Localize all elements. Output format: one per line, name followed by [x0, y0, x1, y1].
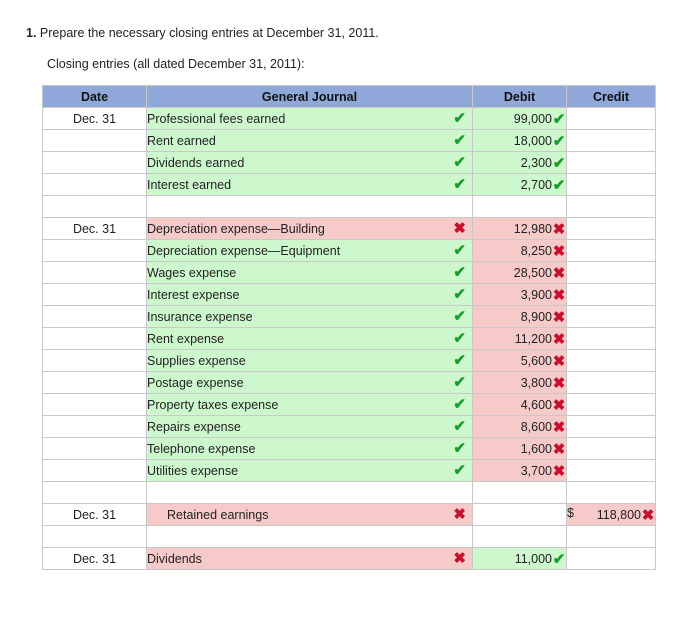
debit-value: 12,980: [513, 221, 552, 236]
date-cell: Dec. 31: [43, 108, 147, 130]
x-mark-icon: ✖: [552, 286, 566, 304]
debit-input[interactable]: [473, 438, 567, 460]
account-input[interactable]: [147, 394, 473, 416]
checkmark-icon: ✔: [453, 462, 466, 479]
journal-entry-row: [43, 416, 656, 438]
empty-cell: [473, 196, 567, 218]
x-mark-icon: ✖: [552, 264, 566, 282]
empty-cell: [43, 196, 147, 218]
date-cell: [43, 174, 147, 196]
checkmark-icon: ✔: [552, 176, 566, 194]
checkmark-icon: ✔: [453, 132, 466, 149]
date-cell: Dec. 31: [43, 218, 147, 240]
empty-cell: [567, 482, 656, 504]
account-input[interactable]: [147, 438, 473, 460]
date-cell: Dec. 31: [43, 548, 147, 570]
credit-input[interactable]: [567, 372, 656, 394]
account-name: Supplies expense: [147, 353, 246, 368]
debit-value: 18,000: [513, 133, 552, 148]
empty-cell: [473, 526, 567, 548]
debit-input[interactable]: [473, 548, 567, 570]
credit-input[interactable]: [567, 438, 656, 460]
x-mark-icon: ✖: [552, 330, 566, 348]
account-name: Utilities expense: [147, 463, 239, 478]
journal-entry-row: [43, 240, 656, 262]
header-credit: Credit: [567, 86, 656, 108]
debit-input[interactable]: [473, 306, 567, 328]
checkmark-icon: ✔: [453, 396, 466, 413]
x-mark-icon: ✖: [552, 418, 566, 436]
debit-input[interactable]: [473, 152, 567, 174]
journal-entry-row: [43, 152, 656, 174]
debit-value: 2,300: [520, 155, 552, 170]
journal-entry-row: [43, 350, 656, 372]
checkmark-icon: ✔: [453, 352, 466, 369]
account-input[interactable]: [147, 416, 473, 438]
checkmark-icon: ✔: [453, 110, 466, 127]
journal-entry-row: [43, 504, 656, 526]
account-name: Depreciation expense—Building: [147, 221, 325, 236]
account-name: Wages expense: [147, 265, 237, 280]
question-prompt: Prepare the necessary closing entries at December 31, 2011.: [39, 26, 379, 40]
debit-input[interactable]: [473, 262, 567, 284]
spacer-row: [43, 526, 656, 548]
empty-cell: [147, 482, 473, 504]
date-cell: [43, 350, 147, 372]
date-cell: [43, 240, 147, 262]
date-cell: [43, 262, 147, 284]
table-header-row: [43, 86, 656, 108]
date-cell: [43, 394, 147, 416]
debit-input[interactable]: [473, 504, 567, 526]
journal-entry-row: [43, 394, 656, 416]
spacer-row: [43, 196, 656, 218]
credit-input[interactable]: [567, 218, 656, 240]
credit-input[interactable]: [567, 152, 656, 174]
x-mark-icon: ✖: [552, 242, 566, 260]
credit-value: 118,800: [596, 507, 641, 522]
journal-entry-row: [43, 548, 656, 570]
x-mark-icon: ✖: [453, 506, 466, 523]
account-input[interactable]: [147, 504, 473, 526]
header-date: Date: [43, 86, 147, 108]
question-number: 1.: [26, 26, 37, 40]
x-mark-icon: ✖: [552, 374, 566, 392]
journal-entry-row: [43, 372, 656, 394]
journal-entry-row: [43, 438, 656, 460]
credit-input[interactable]: [567, 328, 656, 350]
debit-input[interactable]: [473, 284, 567, 306]
date-cell: [43, 416, 147, 438]
date-cell: [43, 130, 147, 152]
credit-input[interactable]: [567, 174, 656, 196]
date-cell: [43, 152, 147, 174]
x-mark-icon: ✖: [552, 352, 566, 370]
checkmark-icon: ✔: [552, 550, 566, 568]
empty-cell: [147, 526, 473, 548]
account-input[interactable]: [147, 284, 473, 306]
header-general-journal: General Journal: [147, 86, 473, 108]
debit-value: 11,200: [514, 331, 552, 346]
debit-value: 99,000: [513, 111, 552, 126]
debit-value: 3,700: [520, 463, 552, 478]
checkmark-icon: ✔: [453, 242, 466, 259]
debit-input[interactable]: [473, 372, 567, 394]
account-name: Interest earned: [147, 177, 232, 192]
journal-entry-row: [43, 218, 656, 240]
journal-entry-row: [43, 130, 656, 152]
journal-subtitle: Closing entries (all dated December 31, 2011):: [47, 57, 305, 71]
account-name: Insurance expense: [147, 309, 253, 324]
currency-symbol: $: [567, 505, 574, 520]
journal-entry-row: [43, 460, 656, 482]
account-input[interactable]: [147, 372, 473, 394]
account-input[interactable]: [147, 130, 473, 152]
journal-entry-row: [43, 328, 656, 350]
empty-cell: [567, 526, 656, 548]
checkmark-icon: ✔: [453, 286, 466, 303]
debit-value: 2,700: [520, 177, 552, 192]
debit-input[interactable]: [473, 130, 567, 152]
account-input[interactable]: [147, 548, 473, 570]
date-cell: [43, 306, 147, 328]
account-name: Rent expense: [147, 331, 225, 346]
account-name: Dividends: [147, 551, 202, 566]
checkmark-icon: ✔: [552, 110, 566, 128]
question-text: [26, 26, 379, 40]
journal-entry-row: [43, 306, 656, 328]
x-mark-icon: ✖: [552, 440, 566, 458]
checkmark-icon: ✔: [453, 374, 466, 391]
account-name: Postage expense: [147, 375, 244, 390]
debit-value: 1,600: [520, 441, 552, 456]
credit-input[interactable]: [567, 416, 656, 438]
x-mark-icon: ✖: [453, 220, 466, 237]
debit-input[interactable]: [473, 416, 567, 438]
checkmark-icon: ✔: [453, 330, 466, 347]
credit-input[interactable]: [567, 262, 656, 284]
journal-entry-row: [43, 284, 656, 306]
checkmark-icon: ✔: [453, 308, 466, 325]
account-input[interactable]: [147, 108, 473, 130]
checkmark-icon: ✔: [453, 176, 466, 193]
debit-value: 8,250: [520, 243, 552, 258]
credit-input[interactable]: [567, 108, 656, 130]
debit-input[interactable]: [473, 394, 567, 416]
journal-entry-row: [43, 108, 656, 130]
account-name: Dividends earned: [147, 155, 245, 170]
credit-input[interactable]: [567, 394, 656, 416]
checkmark-icon: ✔: [453, 418, 466, 435]
account-name: Repairs expense: [147, 419, 241, 434]
debit-input[interactable]: [473, 108, 567, 130]
debit-value: 8,600: [520, 419, 552, 434]
credit-input[interactable]: [567, 284, 656, 306]
credit-input[interactable]: [567, 240, 656, 262]
checkmark-icon: ✔: [453, 440, 466, 457]
checkmark-icon: ✔: [552, 132, 566, 150]
x-mark-icon: ✖: [552, 220, 566, 238]
empty-cell: [567, 196, 656, 218]
debit-input[interactable]: [473, 218, 567, 240]
account-name: Professional fees earned: [147, 111, 286, 126]
general-journal-table: [42, 85, 656, 570]
debit-input[interactable]: [473, 240, 567, 262]
account-name: Depreciation expense—Equipment: [147, 243, 341, 258]
x-mark-icon: ✖: [552, 396, 566, 414]
header-debit: Debit: [473, 86, 567, 108]
debit-value: 3,800: [520, 375, 552, 390]
date-cell: [43, 438, 147, 460]
debit-input[interactable]: [473, 460, 567, 482]
x-mark-icon: ✖: [552, 308, 566, 326]
account-input[interactable]: [147, 460, 473, 482]
credit-input[interactable]: [567, 130, 656, 152]
account-input[interactable]: [147, 350, 473, 372]
credit-input[interactable]: [567, 306, 656, 328]
spacer-row: [43, 482, 656, 504]
debit-value: 4,600: [520, 397, 552, 412]
account-name: Interest expense: [147, 287, 240, 302]
x-mark-icon: ✖: [453, 550, 466, 567]
debit-value: 28,500: [513, 265, 552, 280]
debit-input[interactable]: [473, 328, 567, 350]
account-input[interactable]: [147, 240, 473, 262]
account-input[interactable]: [147, 152, 473, 174]
date-cell: [43, 284, 147, 306]
journal-body: [43, 108, 656, 570]
account-name: Retained earnings: [167, 507, 269, 522]
credit-amount: [597, 506, 655, 524]
debit-input[interactable]: [473, 174, 567, 196]
date-cell: [43, 460, 147, 482]
debit-value: 3,900: [520, 287, 552, 302]
journal-entry-row: [43, 262, 656, 284]
date-cell: [43, 328, 147, 350]
debit-value: 11,000: [514, 551, 552, 566]
checkmark-icon: ✔: [453, 264, 466, 281]
debit-value: 8,900: [520, 309, 552, 324]
checkmark-icon: ✔: [453, 154, 466, 171]
account-input[interactable]: [147, 218, 473, 240]
debit-input[interactable]: [473, 350, 567, 372]
credit-input[interactable]: [567, 504, 656, 526]
date-cell: Dec. 31: [43, 504, 147, 526]
checkmark-icon: ✔: [552, 154, 566, 172]
account-name: Telephone expense: [147, 441, 256, 456]
empty-cell: [147, 196, 473, 218]
account-name: Rent earned: [147, 133, 216, 148]
x-mark-icon: ✖: [641, 506, 655, 524]
debit-value: 5,600: [520, 353, 552, 368]
empty-cell: [43, 526, 147, 548]
credit-input[interactable]: [567, 350, 656, 372]
account-input[interactable]: [147, 174, 473, 196]
account-input[interactable]: [147, 262, 473, 284]
credit-input[interactable]: [567, 548, 656, 570]
account-name: Property taxes expense: [147, 397, 279, 412]
empty-cell: [473, 482, 567, 504]
journal-entry-row: [43, 174, 656, 196]
x-mark-icon: ✖: [552, 462, 566, 480]
account-input[interactable]: [147, 306, 473, 328]
credit-input[interactable]: [567, 460, 656, 482]
empty-cell: [43, 482, 147, 504]
account-input[interactable]: [147, 328, 473, 350]
date-cell: [43, 372, 147, 394]
